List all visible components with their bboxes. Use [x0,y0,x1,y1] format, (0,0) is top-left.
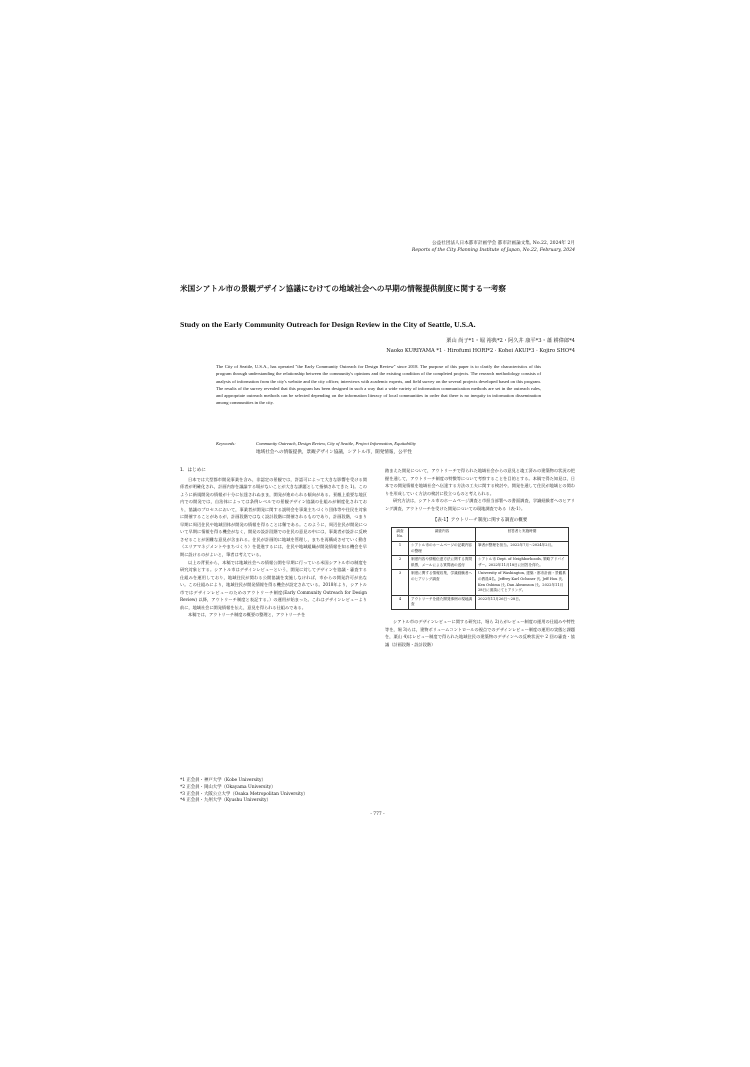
right-column [385,467,575,648]
table-cell-respondent: シアトル市 Dept. of Neighborhoods, 策略アドバイザー。2022年11月18日に回答を得た。 [476,556,569,570]
table-cell-content: 制度に関する情報収集，学識経験者へのヒアリング調査 [409,570,476,595]
journal-name-en: Reports of the City Planning Institute of Japan, No.22, February, 2024 [411,248,575,253]
table-row [392,570,569,595]
footnote: *1 正会員・神戸大学（Kobe University） [180,778,266,783]
body-paragraph: 研究方法は，シアトル市のホームページ調査と市担当部署への書面調査，学識経験者へのヒアリング調査，アウトリーチを受けた開発についての現地調査である（表-1）。 [385,498,575,511]
table-cell-no: 1 [392,542,409,556]
authors-ja: 栗山 尚子*1・堀 裕典*2・阿久井 康平*3・蕭 耕偉郎*4 [446,338,575,344]
body-paragraph: 踏まえた開発について，アウトリーチで得られた地域社会からの意見と竣工済みの建築物の状況の把握を通して，アウトリーチ制度の特徴等について考察することを目的とする。本稿で得た知見は，日本での開発情報を地域社会へ伝達する方法の工夫に関する検討や，開発を通して住民が地域との関わりを形成していく方法の検討に役立つものと考えられる。 [385,468,575,496]
footnote: *2 正会員・岡山大学（Okayama University） [180,784,276,790]
table-header-cell: 調査No. [392,527,409,541]
abstract: The City of Seattle, U.S.A., has operated "the Early Community Outreach for Design Review" since 2018. The purpose of this paper is to clarify the characteristics of this program through understanding the relationship between the community's opinions and the existing condition of the completed projects. The research methodology consists of analysis of information from the city's website and the city officer, interviews with academic experts, and field survey on the several projects developed based on this program. The results of the survey revealed that this program has been designed in such a way that a wide variety of information communication methods are set in the outreach rules, and appropriate outreach methods can be selected depending on the information literacy of local communities in order that there is no inequity in information dissemination among communities in the city. [216,364,541,406]
author-list [386,336,575,356]
footnote: *3 正会員・大阪公立大学（Osaka Metropolitan University） [180,791,308,797]
paper-title-ja: 米国シアトル市の景観デザイン協議にむけての地域社会への早期の情報提供制度に関する一考察 [180,284,506,293]
table-cell-no: 3 [392,570,409,595]
keywords-label: Keywords: [216,441,236,446]
body-paragraph: シアトル市のデザインレビューに関する研究は，堀ら 2)らがレビュー制度の運用の仕組みや特性等を，堀 3)らは，建物ボリュームコントロールの視点でのデザインレビュー制度の運用の実態と課題を，栗山 4)はレビュー制度で得られた地域住民の建築物のデザインへの反映状況や 2 回の審査・協議（計画段階・設計段階） [385,618,575,647]
table-cell-content: シアトル市のホームページの記載内容の整理 [409,542,476,556]
footnote: *4 正会員・九州大学（Kyushu University） [180,798,271,804]
paper-page [180,240,575,820]
table-row [392,556,569,570]
table-cell-content: アウトリーチを経た開発事例の現地調査 [409,595,476,609]
section-heading: 1．はじめに [180,468,206,473]
table-caption: 【表-1】アウトリーチ制度に関する調査の概要 [432,518,528,524]
paper-title-en: Study on the Early Community Outreach for Design Review in the City of Seattle, U.S.A. [180,320,476,329]
survey-table [391,527,569,610]
table-row [392,595,569,609]
author-affiliations [180,778,380,805]
left-column [180,467,367,619]
table-header-row [392,527,569,541]
journal-header [412,240,575,254]
table-cell-respondent: 筆者が整理を担当。2022年7月～2024年2月。 [476,542,569,556]
body-paragraph: 以上の背景から，本稿では地域社会への情報公開を早期に行っている米国シアトル市の制度を研究対象とする。シアトル市はデザインレビューという，開発に対してデザインを協議・審査する仕組みを運用しており，地域住民が関わる公開協議を実施しなければ，市からの開発許可が出ない。この仕組みにより，地域住民が開発情報を得る機会が設定されている。2018年より，シアトル市ではデザインレビューのためのアウトリーチ制度(Early Community Outreach for Design Review) 以降，アウトリーチ制度と表記する。）の運用が始まった。これはデザインレビューより前に，地域社会に開発情報を伝え，意見を得られる仕組みである。 [180,559,367,610]
table-cell-respondent: University of Washington, 建築・都市計画・景観系の教員4名。Jeffrey Karl Ochsner 氏, Jeff Hou 氏, Ken Oshima 氏, Dan Abramson 氏。2022年11月28日に面談にてヒアリング。 [476,570,569,595]
body-paragraph: 日本では大型都市開発事業を含み，非認定の景観では，許認可によって大きな影響を受ける関係者が明確化され，計画内容を議論する場がないことが大きな課題として指摘されてきた 1)。このように新規開発の情報が十分に伝達されぬまま，開発が進められる傾向がある。景観上重要な地区内での開発では，自治体によっては条例レベルでの景観デザイン協議の仕組みが制度化されており，協議のプロセスにおいて，事業者が開発に関する説明会を事業主ちづくり団体等や住民を対象に開催することがあるが，計画段階ではなく設計段階に開催されるものであり，計画段階，つまり早期に周辺住民や地域団体が開発の情報を得ることは稀である。このように，周辺住民が開発について早期に情報を得る機会がなく，開発の設計段階での住民の意見の中には，事業者が設計に反映させることが困難な意見が含まれる。住民が計画的に地域を管理し，まちを再構成させていく動き（エリアマネジメントやまちづくり）を促進するには，住民や地域組織が開発情報を知る機会を早期に設けるのがよいと，筆者は考えている。 [180,476,367,558]
keywords-en: Community Outreach, Design Review, City of Seattle, Project Information, Equitability [256,441,416,446]
keywords-ja: 地域社会への情報提供，景観デザイン協議，シアトル市，開発情報，公平性 [256,449,412,455]
keywords-block [216,440,546,456]
table-header-cell: 回答者と実施時期 [476,527,569,541]
table-cell-no: 4 [392,595,409,609]
authors-en: Naoko KURIYAMA *1 · Hirofumi HORI*2 · Kohei AKUI*3 · Kojiro SHO*4 [386,348,575,354]
table-header-cell: 調査内容 [409,527,476,541]
page-number: - 777 - [370,812,385,817]
table-row [392,542,569,556]
table-cell-no: 2 [392,556,409,570]
table-cell-content: 制度内容や情報伝達方法に関する質問紙票，メールによる質問表の送付 [409,556,476,570]
journal-name-ja: 公益社団法人日本都市計画学会 都市計画論文集, No.22, 2024年 2月 [431,241,575,246]
table-cell-respondent: 2022年11月26日～28日。 [476,595,569,609]
body-paragraph: 本稿では，アウトリーチ制度の概要の整理と，アウトリーチを [188,612,306,618]
